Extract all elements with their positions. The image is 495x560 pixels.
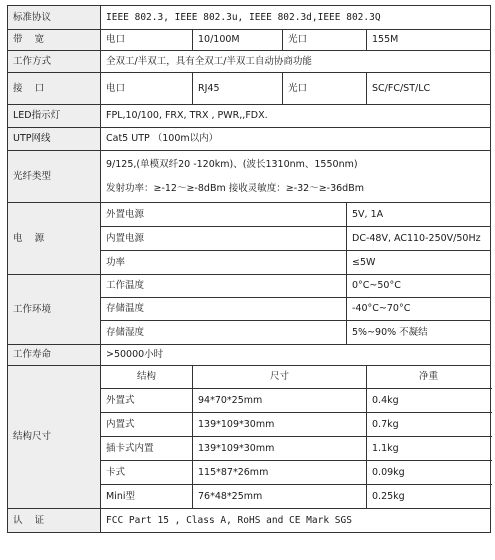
power-label: 电 源 <box>8 203 101 275</box>
environment-item-value: 0°C~50°C <box>347 275 491 298</box>
work-mode-value: 全双工/半双工，具有全双工/半双工自动协商功能 <box>101 51 491 73</box>
environment-item-name: 存储温度 <box>101 298 347 321</box>
row-utp <box>8 128 491 151</box>
row-structure-header <box>8 366 491 389</box>
structure-type: Mini型 <box>101 485 193 509</box>
structure-header-size: 尺寸 <box>193 366 367 389</box>
power-item-value: DC-48V, AC110-250V/50Hz <box>347 227 491 251</box>
protocol-value: IEEE 802.3, IEEE 802.3u, IEEE 802.3d,IEEE 802.3Q <box>101 6 491 30</box>
power-item-value: 5V, 1A <box>347 203 491 227</box>
structure-type: 插卡式内置 <box>101 437 193 461</box>
fiber-value <box>101 151 491 203</box>
row-interface <box>8 73 491 105</box>
row-led <box>8 105 491 128</box>
fiber-line-2: 发射功率：≥-12～≥-8dBm 接收灵敏度：≥-32～≥-36dBm <box>106 182 364 194</box>
power-item-value: ≤5W <box>347 251 491 275</box>
power-item-name: 功率 <box>101 251 347 275</box>
structure-type: 外置式 <box>101 389 193 413</box>
fiber-line-1: 9/125,(单模双纤20 -120km)、(波长1310nm、1550nm) <box>106 158 358 170</box>
structure-size: 76*48*25mm <box>193 485 367 509</box>
structure-size: 115*87*26mm <box>193 461 367 485</box>
bandwidth-electric-value: 10/100M <box>193 30 283 51</box>
interface-label: 接 口 <box>8 73 101 105</box>
bandwidth-optical-value: 155M <box>367 30 491 51</box>
bandwidth-label: 带 宽 <box>8 30 101 51</box>
environment-item-name: 存储湿度 <box>101 321 347 345</box>
utp-label: UTP网线 <box>8 128 101 151</box>
structure-size: 94*70*25mm <box>193 389 367 413</box>
led-label: LED指示灯 <box>8 105 101 128</box>
structure-header-type: 结构 <box>101 366 193 389</box>
power-item-name: 内置电源 <box>101 227 347 251</box>
interface-electric-value: RJ45 <box>193 73 283 105</box>
structure-weight: 0.25kg <box>367 485 491 509</box>
structure-size: 139*109*30mm <box>193 437 367 461</box>
work-mode-label: 工作方式 <box>8 51 101 73</box>
fiber-label: 光纤类型 <box>8 151 101 203</box>
row-lifetime <box>8 345 491 366</box>
row-env-1 <box>8 275 491 298</box>
structure-header-weight: 净重 <box>367 366 491 389</box>
cert-label: 认 证 <box>8 509 101 533</box>
interface-electric-label: 电口 <box>101 73 193 105</box>
structure-type: 内置式 <box>101 413 193 437</box>
interface-optical-label: 光口 <box>283 73 367 105</box>
row-protocol <box>8 6 491 30</box>
row-work-mode <box>8 51 491 73</box>
bandwidth-optical-label: 光口 <box>283 30 367 51</box>
power-item-name: 外置电源 <box>101 203 347 227</box>
row-power-1 <box>8 203 491 227</box>
lifetime-value: >50000小时 <box>101 345 491 366</box>
structure-size: 139*109*30mm <box>193 413 367 437</box>
interface-optical-value: SC/FC/ST/LC <box>367 73 491 105</box>
structure-weight: 0.7kg <box>367 413 491 437</box>
row-cert <box>8 509 491 533</box>
led-value: FPL,10/100, FRX, TRX , PWR,,FDX. <box>101 105 491 128</box>
structure-weight: 0.4kg <box>367 389 491 413</box>
structure-label: 结构尺寸 <box>8 366 101 509</box>
structure-weight: 1.1kg <box>367 437 491 461</box>
row-bandwidth <box>8 30 491 51</box>
structure-weight: 0.09kg <box>367 461 491 485</box>
row-fiber <box>8 151 491 203</box>
protocol-label: 标准协议 <box>8 6 101 30</box>
lifetime-label: 工作寿命 <box>8 345 101 366</box>
environment-item-name: 工作温度 <box>101 275 347 298</box>
bandwidth-electric-label: 电口 <box>101 30 193 51</box>
spec-table <box>7 5 491 533</box>
environment-item-value: 5%~90% 不凝结 <box>347 321 491 345</box>
environment-label: 工作环境 <box>8 275 101 345</box>
structure-type: 卡式 <box>101 461 193 485</box>
cert-value: FCC Part 15 , Class A, RoHS and CE Mark SGS <box>101 509 491 533</box>
environment-item-value: -40°C~70°C <box>347 298 491 321</box>
utp-value: Cat5 UTP （100m以内） <box>101 128 491 151</box>
